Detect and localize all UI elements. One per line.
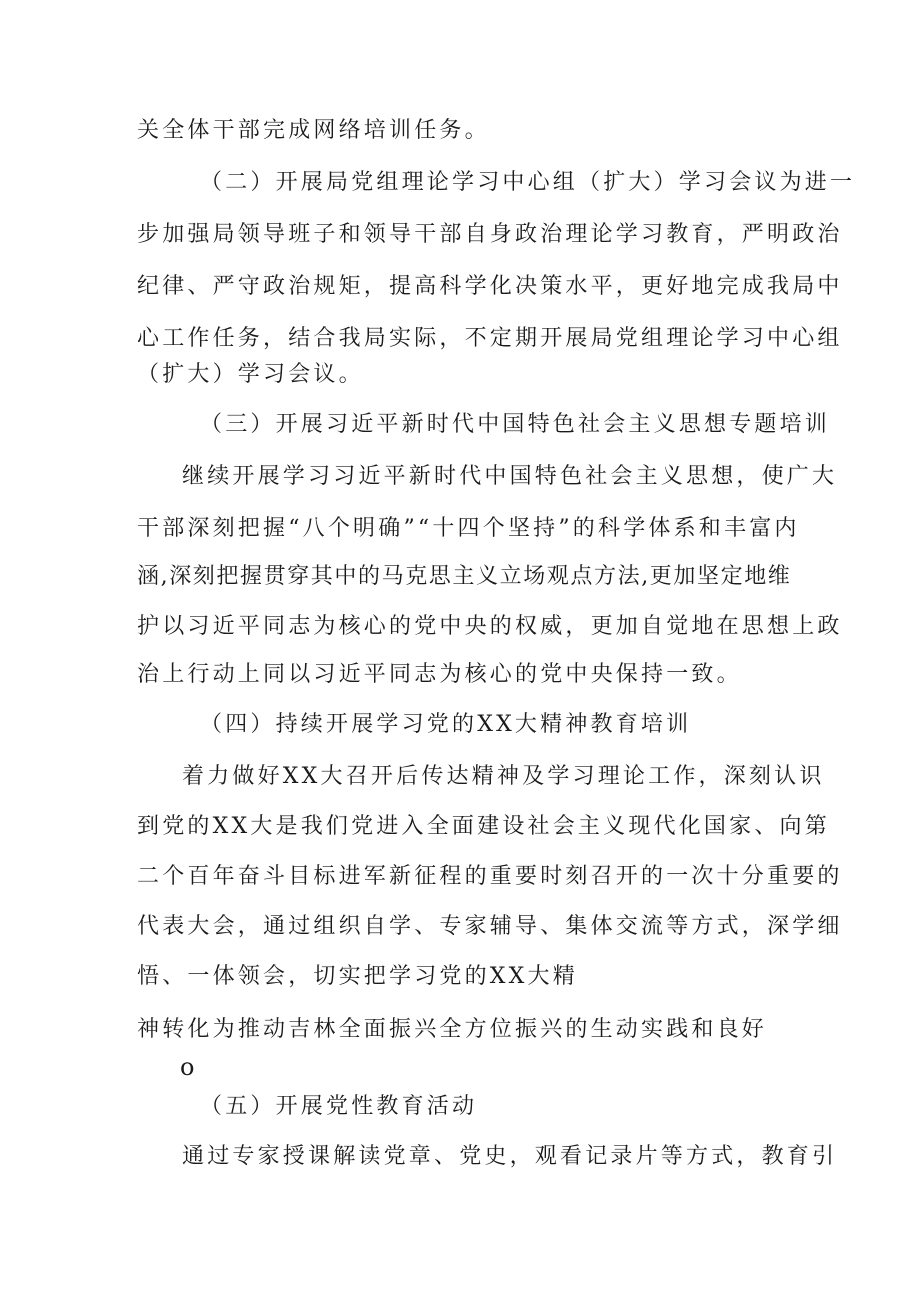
paragraph-line: 心工作任务，结合我局实际，不定期开展局党组理论学习中心组 [137,326,843,351]
section-heading-2: （二）开展局党组理论学习中心组（扩大）学习会议为进一 [200,170,856,195]
paragraph-line: （扩大）学习会议。 [137,362,364,387]
paragraph-line: 纪律、严守政治规矩，提高科学化决策水平，更好地完成我局中 [137,274,843,299]
paragraph-line: 代表大会，通过组织自学、专家辅导、集体交流等方式，深学细 [137,914,843,939]
paragraph-line: 通过专家授课解读党章、党史，观看记录片等方式，教育引 [182,1144,838,1169]
stray-mark: o [180,1053,198,1081]
paragraph-line: 护以习近平同志为核心的党中央的权威，更加自觉地在思想上政 [137,614,843,639]
paragraph-line: 到党的XX大是我们党进入全面建设社会主义现代化国家、向第 [137,814,830,839]
paragraph-line: 步加强局领导班子和领导干部自身政治理论学习教育，严明政治 [137,222,843,247]
paragraph-line: 着力做好XX大召开后传达精神及学习理论工作，深刻认识 [182,764,825,789]
section-heading-5: （五）开展党性教育活动 [200,1094,478,1119]
paragraph-line: 继续开展学习习近平新时代中国特色社会主义思想，使广大 [182,464,838,489]
section-heading-4: （四）持续开展学习党的XX大精神教育培训 [200,712,692,737]
paragraph-line: 神转化为推动吉林全面振兴全方位振兴的生动实践和良好 [137,1017,768,1042]
paragraph-line: 干部深刻把握“八个明确”“十四个坚持”的科学体系和丰富内 [137,516,800,541]
paragraph-line: 涵,深刻把握贯穿其中的马克思主义立场观点方法,更加坚定地维 [137,564,792,589]
section-heading-3: （三）开展习近平新时代中国特色社会主义思想专题培训 [200,412,831,437]
paragraph-line: 关全体干部完成网络培训任务。 [137,118,490,143]
paragraph-line: 悟、一体领会，切实把学习党的XX大精 [137,964,578,989]
paragraph-line: 治上行动上同以习近平同志为核心的党中央保持一致。 [137,662,742,687]
paragraph-line: 二个百年奋斗目标进军新征程的重要时刻召开的一次十分重要的 [137,864,843,889]
